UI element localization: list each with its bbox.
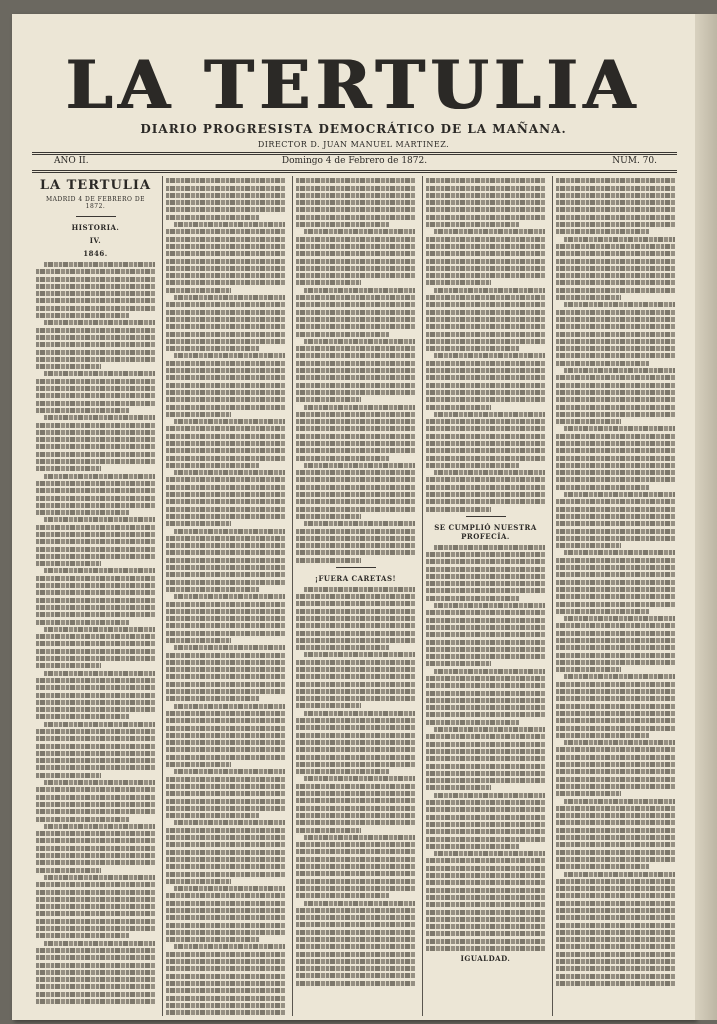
divider [466, 516, 506, 517]
newspaper-page [12, 14, 695, 1020]
column-5 [556, 176, 675, 1016]
article-body-col4 [426, 178, 545, 511]
header-rule-top [32, 152, 677, 155]
column-3 [296, 176, 415, 1016]
divider [336, 567, 376, 568]
director-line: DIRECTOR D. JUAN MANUEL MARTINEZ. [257, 140, 450, 149]
divider [76, 216, 116, 217]
article-body-col5 [556, 178, 675, 986]
article-subheading: IV. [89, 236, 102, 245]
dateline [32, 156, 677, 170]
newspaper-title: LA TERTULIA [66, 46, 641, 124]
article-body-historia [36, 262, 155, 1004]
section-date: MADRID 4 DE FEBRERO DE 1872. [45, 196, 146, 210]
year-label: AÑO II. [54, 156, 89, 166]
article-heading-historia: HISTORIA. [71, 223, 120, 232]
masthead [12, 46, 695, 149]
date-label: Domingo 4 de Febrero de 1872. [281, 156, 428, 166]
column-2 [166, 176, 285, 1016]
newspaper-subtitle: DIARIO PROGRESISTA DEMOCRÁTICO DE LA MAÑANA. [140, 122, 567, 136]
header-rule-bottom [32, 170, 677, 173]
page-edge [695, 14, 717, 1020]
article-body-col2 [166, 178, 285, 1016]
column-1 [36, 176, 155, 1016]
section-title: LA TERTULIA [39, 178, 152, 193]
article-body-fuera-caretas [296, 587, 415, 986]
column-4 [426, 176, 545, 1016]
article-year: 1846. [83, 249, 108, 258]
article-heading-igualdad: IGUALDAD. [460, 954, 511, 963]
article-body-col3 [296, 178, 415, 562]
article-body-profecia [426, 545, 545, 951]
article-columns [32, 176, 677, 1016]
article-heading-fuera-caretas: ¡FUERA CARETAS! [314, 573, 397, 583]
issue-number: NÚM. 70. [612, 156, 657, 166]
article-heading-profecia: SE CUMPLIÓ NUESTRA PROFECÍA. [434, 522, 537, 541]
